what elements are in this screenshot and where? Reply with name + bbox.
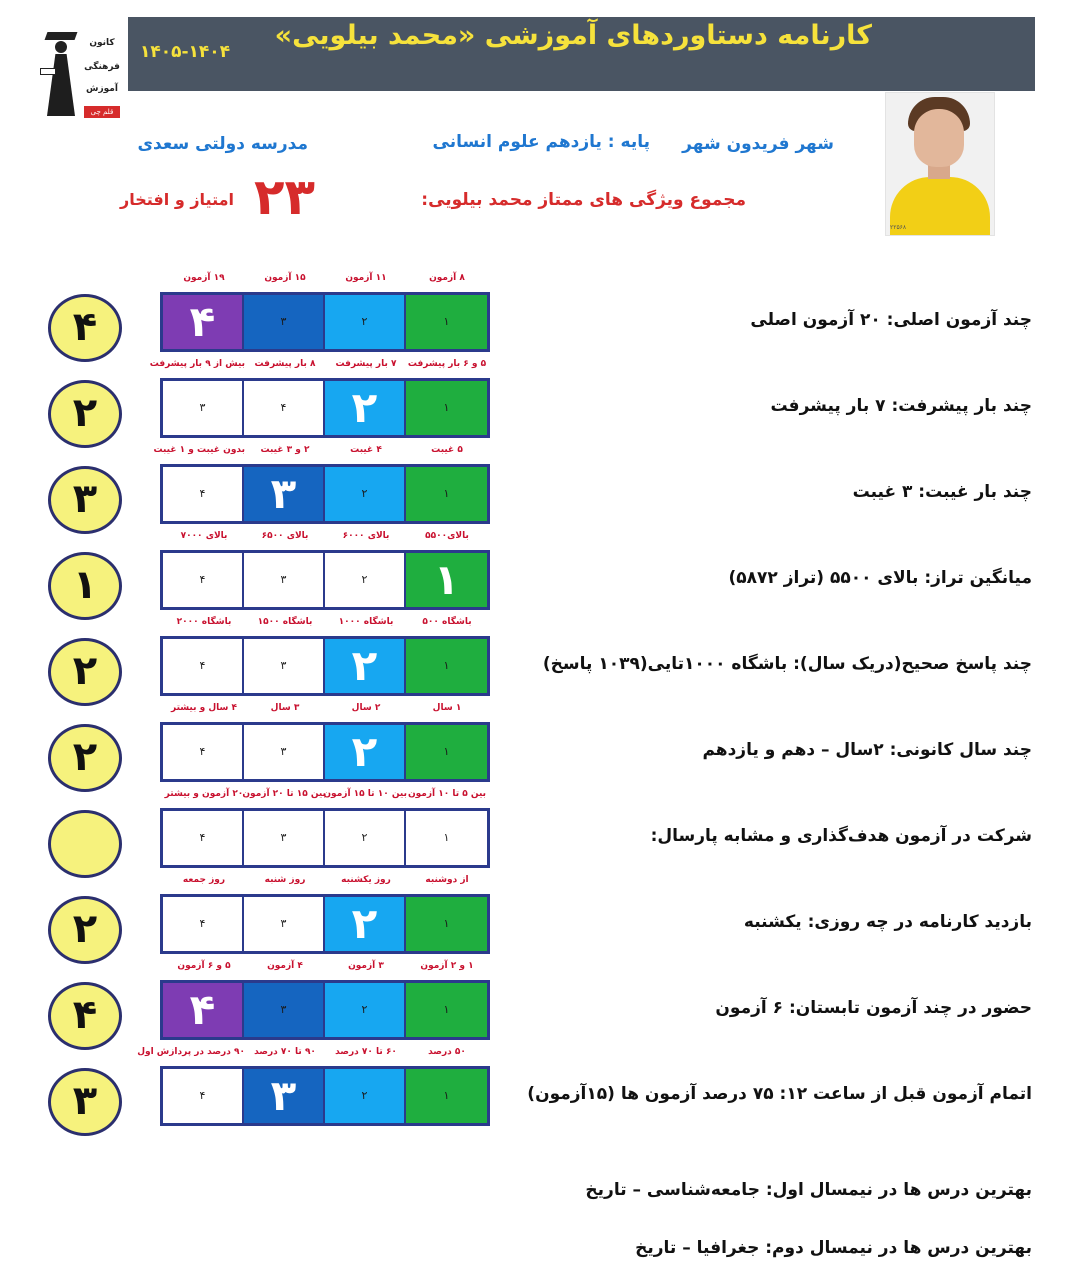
cell-header: بدون غیبت و ۱ غیبت [153,445,245,455]
student-grade: پایه : یازدهم علوم انسانی [432,132,650,152]
logo [40,18,124,120]
score-grid [149,359,490,438]
score-row [0,875,1068,978]
score-cell: ۱ [406,811,487,865]
cell-header: از دوشنبه [425,875,469,885]
score-cell: ۱ [406,553,487,607]
student-school: مدرسه دولتی سعدی [137,134,308,154]
cell-header: روز شنبه [264,875,306,885]
cell-header: روز یکشنبه [341,875,391,885]
score-circle: ۲ [48,638,122,706]
score-grid [153,445,490,524]
score-cell: ۱ [406,295,487,349]
summary-label: مجموع ویژگی های ممتاز محمد بیلویی: [421,190,746,210]
score-cell: ۲ [325,725,406,779]
cell-header: روز جمعه [182,875,226,885]
score-row [0,617,1068,720]
cell-header: ۱۵ آزمون [264,273,306,283]
row-label: میانگین تراز: بالای ۵۵۰۰ (تراز ۵۸۷۲) [728,568,1032,588]
cell-header: ۸ آزمون [429,273,465,283]
score-cell: ۴ [163,295,244,349]
page-title: کارنامه دستاوردهای آموزشی «محمد بیلویی» [274,20,872,51]
score-cell: ۲ [325,897,406,951]
score-cell: ۲ [325,983,406,1037]
score-cell: ۴ [163,1069,244,1123]
score-cell: ۲ [325,553,406,607]
row-label: حضور در چند آزمون تابستان: ۶ آزمون [715,998,1032,1018]
cell-header: ۲۰ آزمون و بیشتر [164,789,244,799]
score-cell: ۲ [325,1069,406,1123]
score-cell: ۲ [325,811,406,865]
score-row [0,1047,1068,1150]
score-cell: ۳ [244,1069,325,1123]
score-cell: ۴ [163,983,244,1037]
score-circle: ۳ [48,1068,122,1136]
row-label: شرکت در آزمون هدف‌گذاری و مشابه پارسال: [650,826,1032,846]
row-label: چند بار غیبت: ۳ غیبت [852,482,1032,502]
score-circle: ۴ [48,294,122,362]
best-subjects-second-term: بهترین درس ها در نیمسال دوم: جغرافیا – تاریخ [635,1238,1032,1258]
photo-caption: ۲۲۵۶۸ [890,224,907,231]
score-row [0,445,1068,548]
cell-header: ۴ غیبت [350,445,382,455]
score-grid [160,703,490,782]
score-cell: ۱ [406,639,487,693]
logo-text-2: فرهنگی [84,62,120,72]
cell-header: بین ۱۰ تا ۱۵ آزمون [323,789,407,799]
row-label: چند بار پیشرفت: ۷ بار پیشرفت [770,396,1032,416]
score-cell: ۳ [244,467,325,521]
cell-header: ۲ سال [351,703,381,713]
score-grid [137,1047,490,1126]
total-score-label: امتیاز و افتخار [120,190,234,209]
score-circle: ۱ [48,552,122,620]
cell-header: ۷ بار پیشرفت [335,359,397,369]
student-city: شهر فریدون شهر [682,134,834,154]
cell-header: ۴ آزمون [267,961,303,971]
cell-header: بین ۱۵ تا ۲۰ آزمون [242,789,326,799]
score-cell: ۴ [244,381,325,435]
score-circle [48,810,122,878]
cell-header: بیش از ۹ بار پیشرفت [149,359,245,369]
score-cell: ۲ [325,639,406,693]
score-circle: ۳ [48,466,122,534]
cell-header: باشگاه ۱۵۰۰ [257,617,313,627]
total-score: ۲۳ [254,168,316,226]
cell-header: ۸ بار پیشرفت [254,359,316,369]
score-cell: ۳ [163,381,244,435]
cell-header: ۱ و ۲ آزمون [420,961,474,971]
cell-header: ۵ غیبت [431,445,463,455]
row-label: چند آزمون اصلی: ۲۰ آزمون اصلی [750,310,1032,330]
score-cell: ۱ [406,467,487,521]
score-cell: ۳ [244,897,325,951]
cell-header: ۶۰ تا ۷۰ درصد [335,1047,397,1057]
score-cell: ۲ [325,381,406,435]
cell-header: بالای ۶۰۰۰ [342,531,390,541]
score-cell: ۱ [406,897,487,951]
logo-text-1: کانون [89,38,115,48]
score-cell: ۱ [406,1069,487,1123]
score-cell: ۱ [406,983,487,1037]
score-grid [160,875,490,954]
score-cell: ۴ [163,467,244,521]
score-circle: ۲ [48,724,122,792]
logo-badge: قلم چی [84,106,120,118]
score-cell: ۳ [244,725,325,779]
cell-header: باشگاه ۲۰۰۰ [176,617,232,627]
score-circle: ۲ [48,380,122,448]
score-circle: ۴ [48,982,122,1050]
logo-text-3: آموزش [86,84,118,94]
score-cell: ۲ [325,295,406,349]
score-cell: ۳ [244,983,325,1037]
score-cell: ۱ [406,725,487,779]
cell-header: ۵۰ درصد [428,1047,466,1057]
best-subjects-first-term: بهترین درس ها در نیمسال اول: جامعه‌شناسی – تاریخ [585,1180,1032,1200]
cell-header: ۵ و ۶ آزمون [177,961,231,971]
cell-header: ۹۰ تا ۷۰ درصد [254,1047,316,1057]
cell-header: ۱۹ آزمون [183,273,225,283]
cell-header: ۱ سال [432,703,462,713]
cell-header: ۳ سال [270,703,300,713]
cell-header: ۴ سال و بیشتر [170,703,238,713]
score-row [0,531,1068,634]
cell-header: بالای۵۵۰۰ [425,531,469,541]
score-cell: ۲ [325,467,406,521]
cell-header: ۵ و ۶ بار پیشرفت [407,359,487,369]
row-label: اتمام آزمون قبل از ساعت ۱۲: ۷۵ درصد آزمون ها (۱۵آزمون) [527,1084,1032,1104]
score-cell: ۴ [163,897,244,951]
cell-header: بین ۵ تا ۱۰ آزمون [407,789,487,799]
score-grid [160,961,490,1040]
score-cell: ۱ [406,381,487,435]
score-cell: ۴ [163,811,244,865]
cell-header: بالای ۶۵۰۰ [261,531,309,541]
cell-header: بالای ۷۰۰۰ [180,531,228,541]
cell-header: ۹۰ درصد در پردازش اول [137,1047,245,1057]
academic-year: ۱۴۰۵-۱۴۰۴ [140,42,231,62]
score-cell: ۳ [244,639,325,693]
score-grid [160,617,490,696]
score-grid [160,789,490,868]
score-cell: ۳ [244,811,325,865]
score-cell: ۴ [163,553,244,607]
score-cell: ۳ [244,295,325,349]
row-label: چند سال کانونی: ۲سال – دهم و یازدهم [702,740,1032,760]
cell-header: ۱۱ آزمون [345,273,387,283]
score-row [0,789,1068,892]
graduate-icon [44,32,78,116]
score-cell: ۴ [163,639,244,693]
cell-header: ۳ آزمون [348,961,384,971]
score-circle: ۲ [48,896,122,964]
score-cell: ۴ [163,725,244,779]
score-grid [160,273,490,352]
score-cell: ۳ [244,553,325,607]
cell-header: باشگاه ۵۰۰ [422,617,472,627]
score-row [0,703,1068,806]
cell-header: باشگاه ۱۰۰۰ [338,617,394,627]
student-photo [885,92,995,236]
cell-header: ۲ و ۳ غیبت [260,445,310,455]
row-label: بازدید کارنامه در چه روزی: یکشنبه [743,912,1032,932]
score-grid [160,531,490,610]
row-label: چند پاسخ صحیح(دریک سال): باشگاه ۱۰۰۰تایی(۱۰۳۹ پاسخ) [542,654,1032,674]
